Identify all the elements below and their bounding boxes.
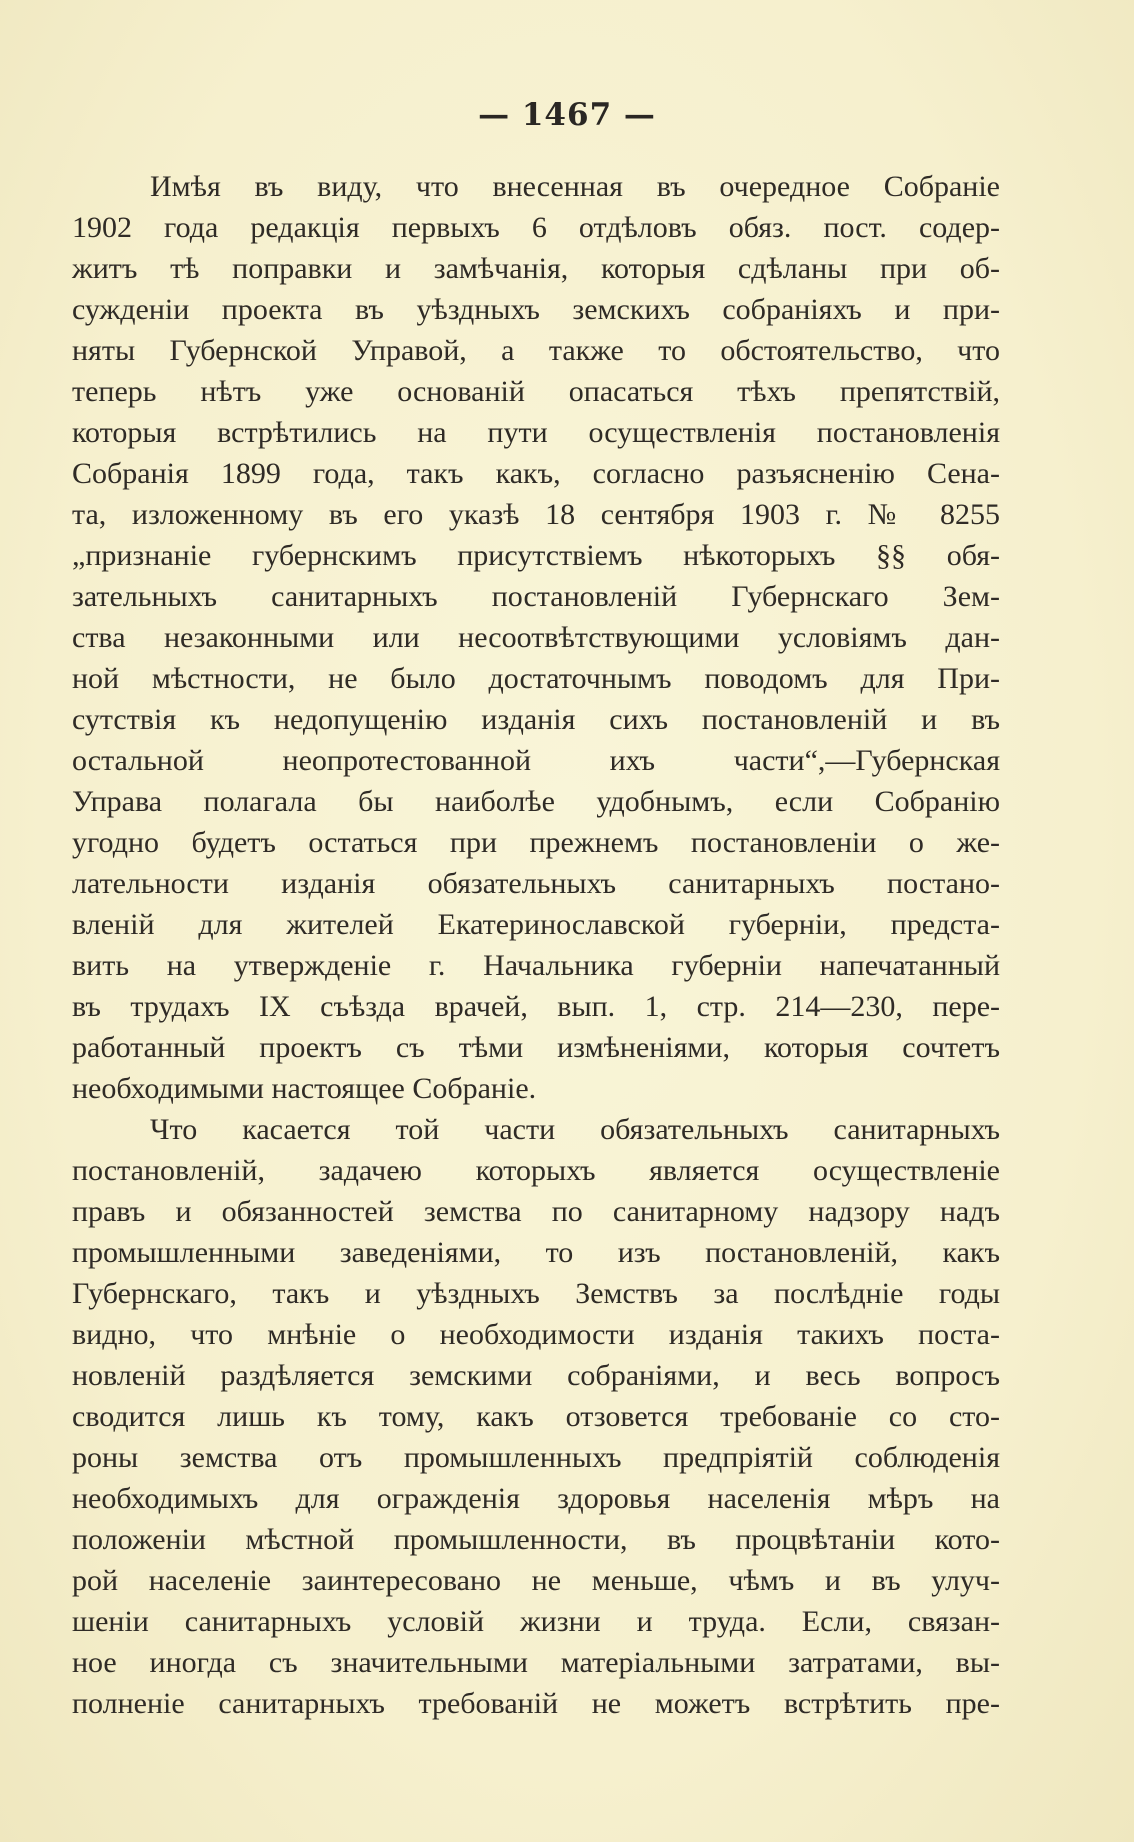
text-line: ное иногда съ значительными матеріальными затратами, вы- bbox=[72, 1646, 1000, 1679]
text-line: положеніи мѣстной промышленности, въ процвѣтаніи кото- bbox=[72, 1523, 1000, 1556]
text-line: полненіе санитарныхъ требованій не можетъ встрѣтить пре- bbox=[72, 1687, 1000, 1720]
text-line: правъ и обязанностей земства по санитарному надзору надъ bbox=[72, 1195, 1000, 1228]
text-line: остальной неопротестованной ихъ части“,—Губернская bbox=[72, 744, 1000, 777]
text-line: шеніи санитарныхъ условій жизни и труда. Если, связан- bbox=[72, 1605, 1000, 1638]
text-line: Что касается той части обязательныхъ санитарныхъ bbox=[150, 1113, 1000, 1146]
text-line: Губернскаго, такъ и уѣздныхъ Земствъ за послѣдніе годы bbox=[72, 1277, 1000, 1310]
text-line: рой населеніе заинтересовано не меньше, чѣмъ и въ улуч- bbox=[72, 1564, 1000, 1597]
text-line: постановленій, задачею которыхъ является осуществленіе bbox=[72, 1154, 1000, 1187]
text-line: та, изложенному въ его указѣ 18 сентября 1903 г. № 8255 bbox=[72, 498, 1000, 531]
text-line: няты Губернской Управой, а также то обстоятельство, что bbox=[72, 334, 1000, 367]
text-line: Имѣя въ виду, что внесенная въ очередное Собраніе bbox=[150, 170, 1000, 203]
text-line: 1902 года редакція первыхъ 6 отдѣловъ обяз. пост. содер- bbox=[72, 211, 1000, 244]
text-line: вить на утвержденіе г. Начальника губерніи напечатанный bbox=[72, 949, 1000, 982]
text-line: работанный проектъ съ тѣми измѣненіями, которыя сочтетъ bbox=[72, 1031, 1000, 1064]
text-line: сужденіи проекта въ уѣздныхъ земскихъ собраніяхъ и при- bbox=[72, 293, 1000, 326]
text-line: Собранія 1899 года, такъ какъ, согласно разъясненію Сена- bbox=[72, 457, 1000, 490]
text-line: новленій раздѣляется земскими собраніями, и весь вопросъ bbox=[72, 1359, 1000, 1392]
text-line: необходимыхъ для огражденія здоровья населенія мѣръ на bbox=[72, 1482, 1000, 1515]
text-line: въ трудахъ IX съѣзда врачей, вып. 1, стр. 214—230, пере- bbox=[72, 990, 1000, 1023]
text-line: ной мѣстности, не было достаточнымъ поводомъ для При- bbox=[72, 662, 1000, 695]
page-number: — 1467 — bbox=[478, 97, 656, 133]
text-line: сводится лишь къ тому, какъ отзовется требованіе со сто- bbox=[72, 1400, 1000, 1433]
text-line: житъ тѣ поправки и замѣчанія, которыя сдѣланы при об- bbox=[72, 252, 1000, 285]
text-line: ства незаконными или несоотвѣтствующими условіямъ дан- bbox=[72, 621, 1000, 654]
text-line: угодно будетъ остаться при прежнемъ постановленіи о же- bbox=[72, 826, 1000, 859]
text-line: лательности изданія обязательныхъ санитарныхъ постано- bbox=[72, 867, 1000, 900]
text-line: которыя встрѣтились на пути осуществленія постановленія bbox=[72, 416, 1000, 449]
text-line: „признаніе губернскимъ присутствіемъ нѣкоторыхъ §§ обя- bbox=[72, 539, 1000, 572]
text-line: необходимыми настоящее Собраніе. bbox=[72, 1072, 537, 1105]
text-line: Управа полагала бы наиболѣе удобнымъ, если Собранію bbox=[72, 785, 1000, 818]
text-line: видно, что мнѣніе о необходимости изданія такихъ поста- bbox=[72, 1318, 1000, 1351]
text-line: вленій для жителей Екатеринославской губерніи, предста- bbox=[72, 908, 1000, 941]
text-line: теперь нѣтъ уже основаній опасаться тѣхъ препятствій, bbox=[72, 375, 1000, 408]
text-line: промышленными заведеніями, то изъ постановленій, какъ bbox=[72, 1236, 1000, 1269]
text-line: сутствія къ недопущенію изданія сихъ постановленій и въ bbox=[72, 703, 1000, 736]
text-line: зательныхъ санитарныхъ постановленій Губернскаго Зем- bbox=[72, 580, 1000, 613]
text-line: роны земства отъ промышленныхъ предпріятій соблюденія bbox=[72, 1441, 1000, 1474]
